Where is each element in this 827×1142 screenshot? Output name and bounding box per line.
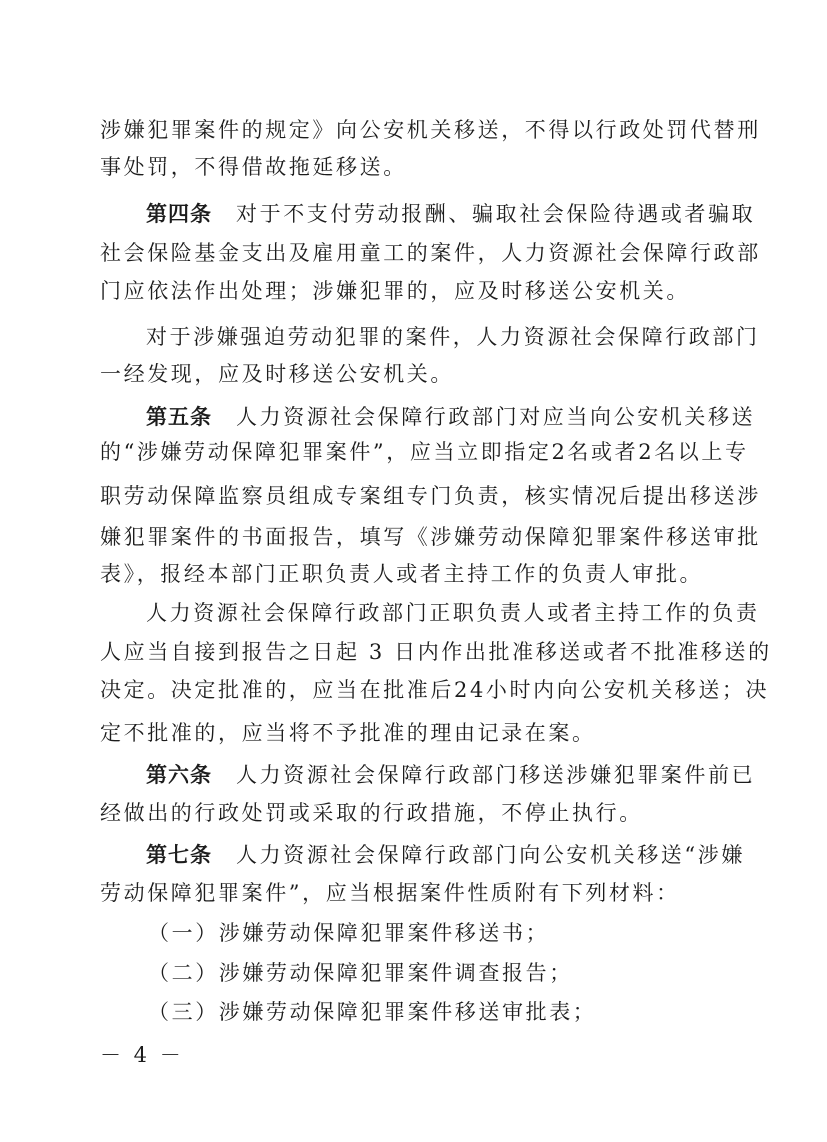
text-line: 社会保险基金支出及雇用童工的案件，人力资源社会保障行政部 — [100, 241, 761, 265]
text-line: 人力资源社会保障行政部门移送涉嫌犯罪案件前已 — [236, 763, 756, 787]
text-line: 决定。决定批准的，应当在批准后24小时内向公安机关移送；决 — [100, 678, 770, 702]
text-line: 劳动保障犯罪案件”，应当根据案件性质附有下列材料： — [100, 881, 680, 905]
article-6-line — [146, 760, 755, 790]
text-line: 经做出的行政处罚或采取的行政措施，不停止执行。 — [100, 801, 643, 825]
text-line: 嫌犯罪案件的书面报告，填写《涉嫌劳动保障犯罪案件移送审批 — [100, 525, 761, 549]
text-line: 表》，报经本部门正职负责人或者主持工作的负责人审批。 — [100, 562, 704, 586]
text-line: 事处罚，不得借故拖延移送。 — [100, 155, 407, 179]
text-line: 门应依法作出处理；涉嫌犯罪的，应及时移送公安机关。 — [100, 279, 690, 303]
text-line: 涉嫌犯罪案件的规定》向公安机关移送，不得以行政处罚代替刑 — [100, 118, 761, 142]
text-line: 的“涉嫌劳动保障犯罪案件”，应当立即指定2名或者2名以上专 — [100, 440, 749, 464]
article-5-line — [146, 402, 755, 432]
list-item: （三）涉嫌劳动保障犯罪案件移送审批表； — [148, 1000, 597, 1024]
text-line: 人力资源社会保障行政部门正职负责人或者主持工作的负责 — [146, 601, 760, 625]
text-line: 人应当自接到报告之日起 3 日内作出批准移送或者不批准移送的 — [100, 640, 772, 664]
text-line: 人力资源社会保障行政部门对应当向公安机关移送 — [236, 405, 756, 429]
article-4-label: 第四条 — [146, 201, 212, 226]
article-7-label: 第七条 — [146, 842, 212, 867]
article-7-line — [146, 840, 745, 870]
text-line: 定不批准的，应当将不予批准的理由记录在案。 — [100, 721, 596, 745]
text-line: 人力资源社会保障行政部门向公安机关移送“涉嫌 — [236, 843, 745, 867]
page-number: － 4 － — [100, 1043, 184, 1067]
text-line: 对于涉嫌强迫劳动犯罪的案件，人力资源社会保障行政部门 — [146, 325, 760, 349]
list-item: （一）涉嫌劳动保障犯罪案件移送书； — [148, 921, 550, 945]
text-line: 对于不支付劳动报酬、骗取社会保险待遇或者骗取 — [236, 202, 756, 226]
list-item: （二）涉嫌劳动保障犯罪案件调查报告； — [148, 961, 573, 985]
text-line: 职劳动保障监察员组成专案组专门负责，核实情况后提出移送涉 — [100, 484, 761, 508]
article-4-line — [146, 199, 755, 229]
article-6-label: 第六条 — [146, 762, 212, 787]
article-5-label: 第五条 — [146, 404, 212, 429]
text-line: 一经发现，应及时移送公安机关。 — [100, 362, 454, 386]
